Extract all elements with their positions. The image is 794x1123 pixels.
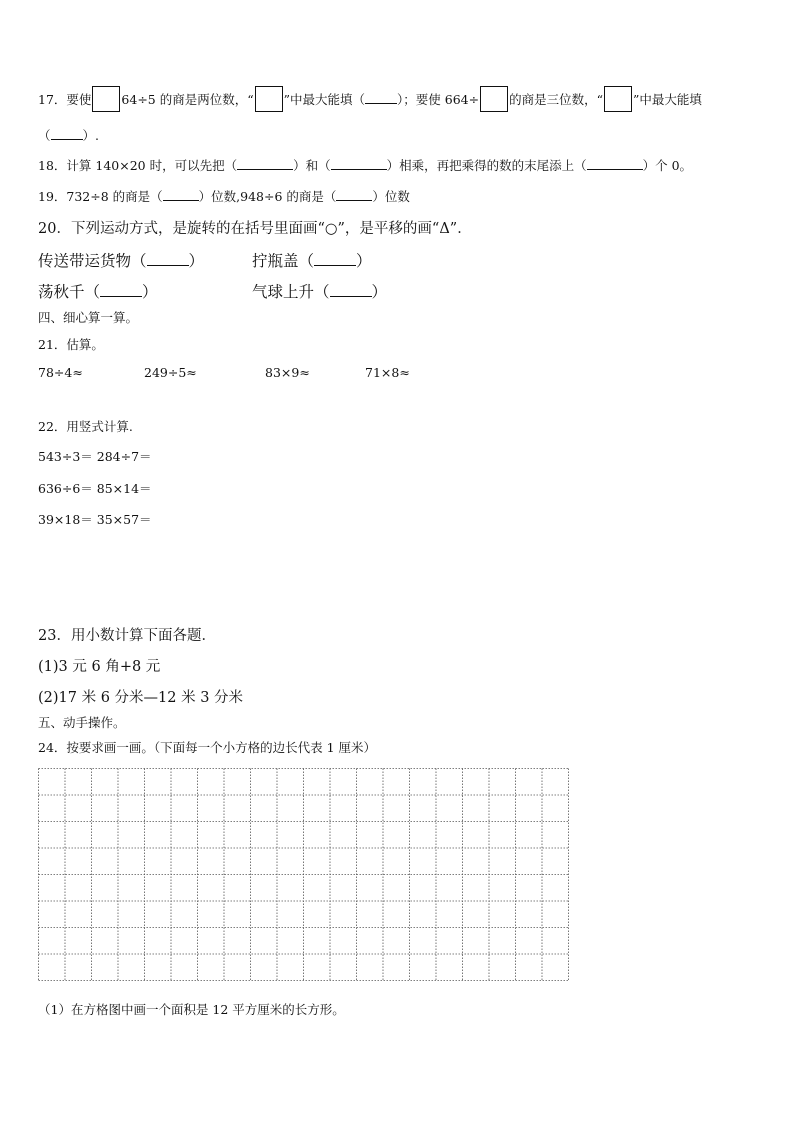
q22-row: 636÷6＝ 85×14＝ [38,481,152,496]
answer-blank[interactable] [100,286,142,297]
q21-title: 21．估算。 [38,337,104,352]
q20-item-3: 荡秋千（ ） [38,283,158,301]
q20-item-1: 传送带运货物（ ） [38,252,205,270]
q23-title: 23．用小数计算下面各题． [38,628,216,644]
q21-item: 249÷5≈ [144,365,197,380]
answer-blank[interactable] [331,159,387,170]
q19: 19．732÷8 的商是（ ）位数,948÷6 的商是（ ）位数 [38,189,410,204]
q24-title: 24．按要求画一画。（下面每一个小方格的边长代表 1 厘米） [38,740,377,755]
answer-box[interactable] [604,86,632,112]
answer-box[interactable] [480,86,508,112]
answer-blank[interactable] [365,93,397,104]
section-4-heading: 四、细心算一算。 [38,310,139,325]
answer-blank[interactable] [330,286,372,297]
q17-number: 17． [38,92,67,107]
answer-blank[interactable] [163,190,199,201]
q18: 18．计算 140×20 时，可以先把（ ）和（ ）相乘，再把乘得的数的末尾添上（ ）个 0。 [38,158,693,173]
answer-blank[interactable] [237,159,293,170]
q21-item: 71×8≈ [365,365,410,380]
q20-title: 20．下列运动方式，是旋转的在括号里面画“○”，是平移的画“Δ”． [38,221,472,237]
answer-blank[interactable] [314,255,356,266]
answer-blank[interactable] [51,129,83,140]
section-5-heading: 五、动手操作。 [38,715,126,730]
answer-blank[interactable] [336,190,372,201]
answer-blank[interactable] [587,159,643,170]
q22-title: 22．用竖式计算. [38,419,133,434]
q21-item: 83×9≈ [265,365,310,380]
q24-sub1: （1）在方格图中画一个面积是 12 平方厘米的长方形。 [38,1002,345,1017]
answer-box[interactable] [92,86,120,112]
q21-item: 78÷4≈ [38,365,83,380]
q17-line2: （ ）. [38,128,99,143]
square-grid[interactable] [38,768,570,982]
answer-box[interactable] [255,86,283,112]
q20-item-2: 拧瓶盖（ ） [252,252,372,270]
answer-blank[interactable] [147,255,189,266]
q20-item-4: 气球上升（ ） [252,283,388,301]
q23-item-1: (1)3 元 6 角+8 元 [38,659,161,675]
q17-line1: 17．要使 64÷5 的商是两位数，“ ”中最大能填（ ）；要使 664÷ 的商是三位数，“ ”中最大能填 [38,86,702,112]
q22-row: 39×18＝ 35×57＝ [38,512,152,527]
q23-item-2: (2)17 米 6 分米—12 米 3 分米 [38,690,244,706]
q22-row: 543÷3＝ 284÷7＝ [38,449,152,464]
